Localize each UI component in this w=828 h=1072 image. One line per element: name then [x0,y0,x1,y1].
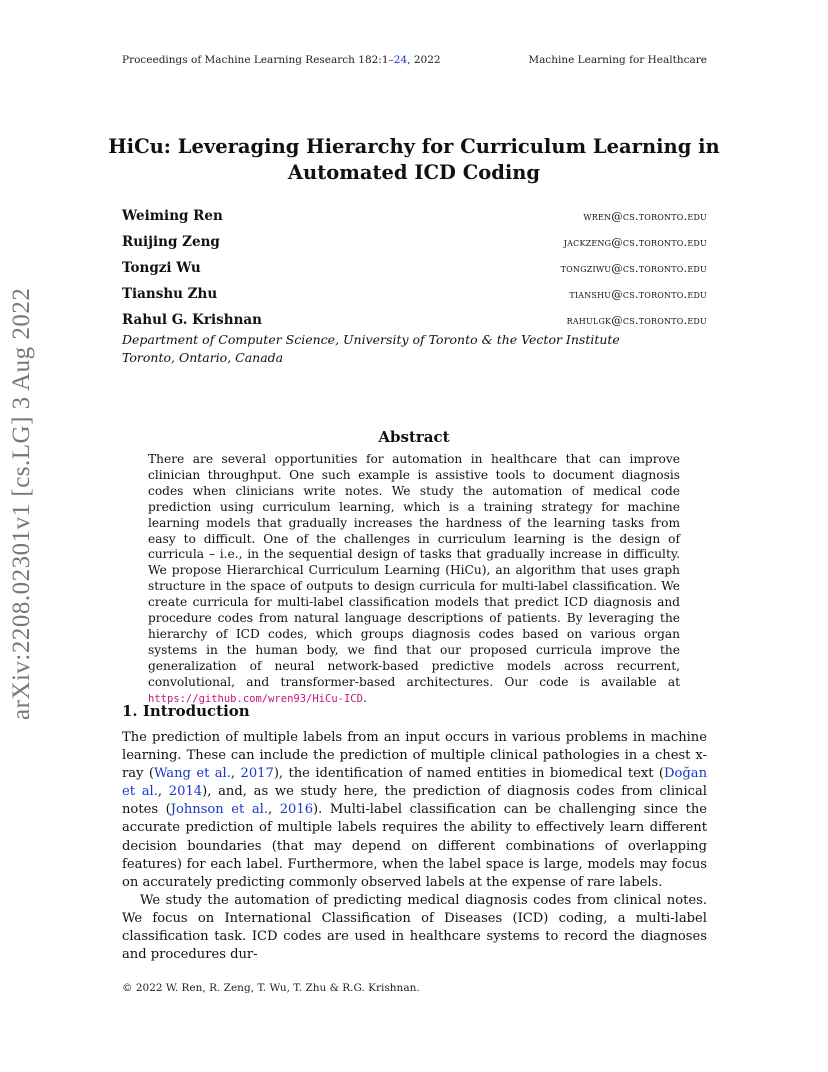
citation-year-link[interactable]: 2014 [168,784,203,800]
author-row [122,312,707,328]
body-text: ), and, as we study here, the prediction of diagnosis codes from clinical notes ( [122,784,707,818]
paper-title-line-1: HiCu: Leveraging Hierarchy for Curriculum Learning in [108,135,720,158]
paragraph: We study the automation of predicting medical diagnosis codes from clinical notes. We focus on International Classification of Diseases (ICD) coding, a multi-label classification task. ICD codes are used in healthcare systems to record the diagnoses and procedures dur- [122,892,707,963]
page-count-link[interactable]: 24 [393,54,408,66]
author-email: jackzeng@cs.toronto.edu [563,235,707,249]
affiliation [122,331,620,367]
abstract-body [148,452,680,708]
abstract-heading: Abstract [378,428,450,446]
author-name: Tongzi Wu [122,260,201,276]
affiliation-line-2: Toronto, Ontario, Canada [122,350,284,365]
proceedings-year: , 2022 [407,54,441,66]
body-text: ), the identification of named entities in biomedical text ( [273,766,664,782]
citation-link[interactable]: Doğan et al. [122,766,708,800]
citation-link[interactable]: Wang et al. [153,766,231,782]
author-name: Ruijing Zeng [122,234,220,250]
paper-title [0,134,828,186]
abstract-text: There are several opportunities for automation in healthcare that can improve clinician throughput. One such example is assistive tools to document diagnosis codes when clinicians write notes. We study the automation of medical code prediction using curriculum learning, which is a training strategy for machine learning models that gradually increases the hardness of the learning tasks from easy to difficult. One of the challenges in curriculum learning is the design of curricula – i.e., in the sequential design of tasks that gradually increase in difficulty. We propose Hierarchical Curriculum Learning (HiCu), an algorithm that uses graph structure in the space of outputs to design curricula for multi-label classification. We create curricula for multi-label classification models that predict ICD diagnosis and procedure codes from natural language descriptions of patients. By leveraging the hierarchy of ICD codes, which groups diagnosis codes based on various organ systems in the human body, we find that our proposed curricula improve the generalization of neural network-based predictive models across recurrent, convolutional, and transformer-based architectures. Our code is available at [148,452,680,689]
paragraph [122,729,707,892]
author-row [122,234,707,250]
running-header-right: Machine Learning for Healthcare [528,54,707,66]
body-text: The prediction of multiple labels from an input occurs in various problems in machine learning. These can include the prediction of multiple clinical pathologies in a chest x-ray ( [122,730,707,782]
author-name: Tianshu Zhu [122,286,218,302]
abstract-end: . [362,690,367,705]
author-row [122,208,707,224]
section-body [122,729,707,964]
affiliation-line-1: Department of Computer Science, University of Toronto & the Vector Institute [122,332,620,347]
running-header-left [122,54,441,66]
paper-title-line-2: Automated ICD Coding [287,161,541,184]
code-repo-link[interactable]: https://github.com/wren93/HiCu-ICD [148,692,363,705]
proceedings-text: Proceedings of Machine Learning Research 182:1– [122,54,394,66]
body-text: , [268,802,280,818]
arxiv-stamp-text: arXiv:2208.02301v1 [cs.LG] 3 Aug 2022 [8,287,35,720]
author-email: tianshu@cs.toronto.edu [569,287,707,301]
copyright-footer: © 2022 W. Ren, R. Zeng, T. Wu, T. Zhu & R.G. Krishnan. [122,982,420,994]
body-text: ). Multi-label classification can be challenging since the accurate prediction of multiple labels requires the ability to effectively learn different decision boundaries (that may depend on different combinations of overlapping features) for each label. Furthermore, when the label space is large, models may focus on accurately predicting commonly observed labels at the expense of rare labels. [122,802,708,890]
author-row [122,286,707,302]
body-text: , [157,784,169,800]
citation-year-link[interactable]: 2016 [279,802,314,818]
citation-link[interactable]: Johnson et al. [170,802,268,818]
author-name: Rahul G. Krishnan [122,312,262,328]
body-text: , [230,766,241,782]
author-row [122,260,707,276]
section-heading: 1. Introduction [122,702,250,720]
author-email: tongziwu@cs.toronto.edu [560,261,707,275]
author-email: rahulgk@cs.toronto.edu [566,313,707,327]
author-name: Weiming Ren [122,208,223,224]
arxiv-stamp [8,287,48,760]
citation-year-link[interactable]: 2017 [240,766,274,782]
author-email: wren@cs.toronto.edu [583,209,707,223]
